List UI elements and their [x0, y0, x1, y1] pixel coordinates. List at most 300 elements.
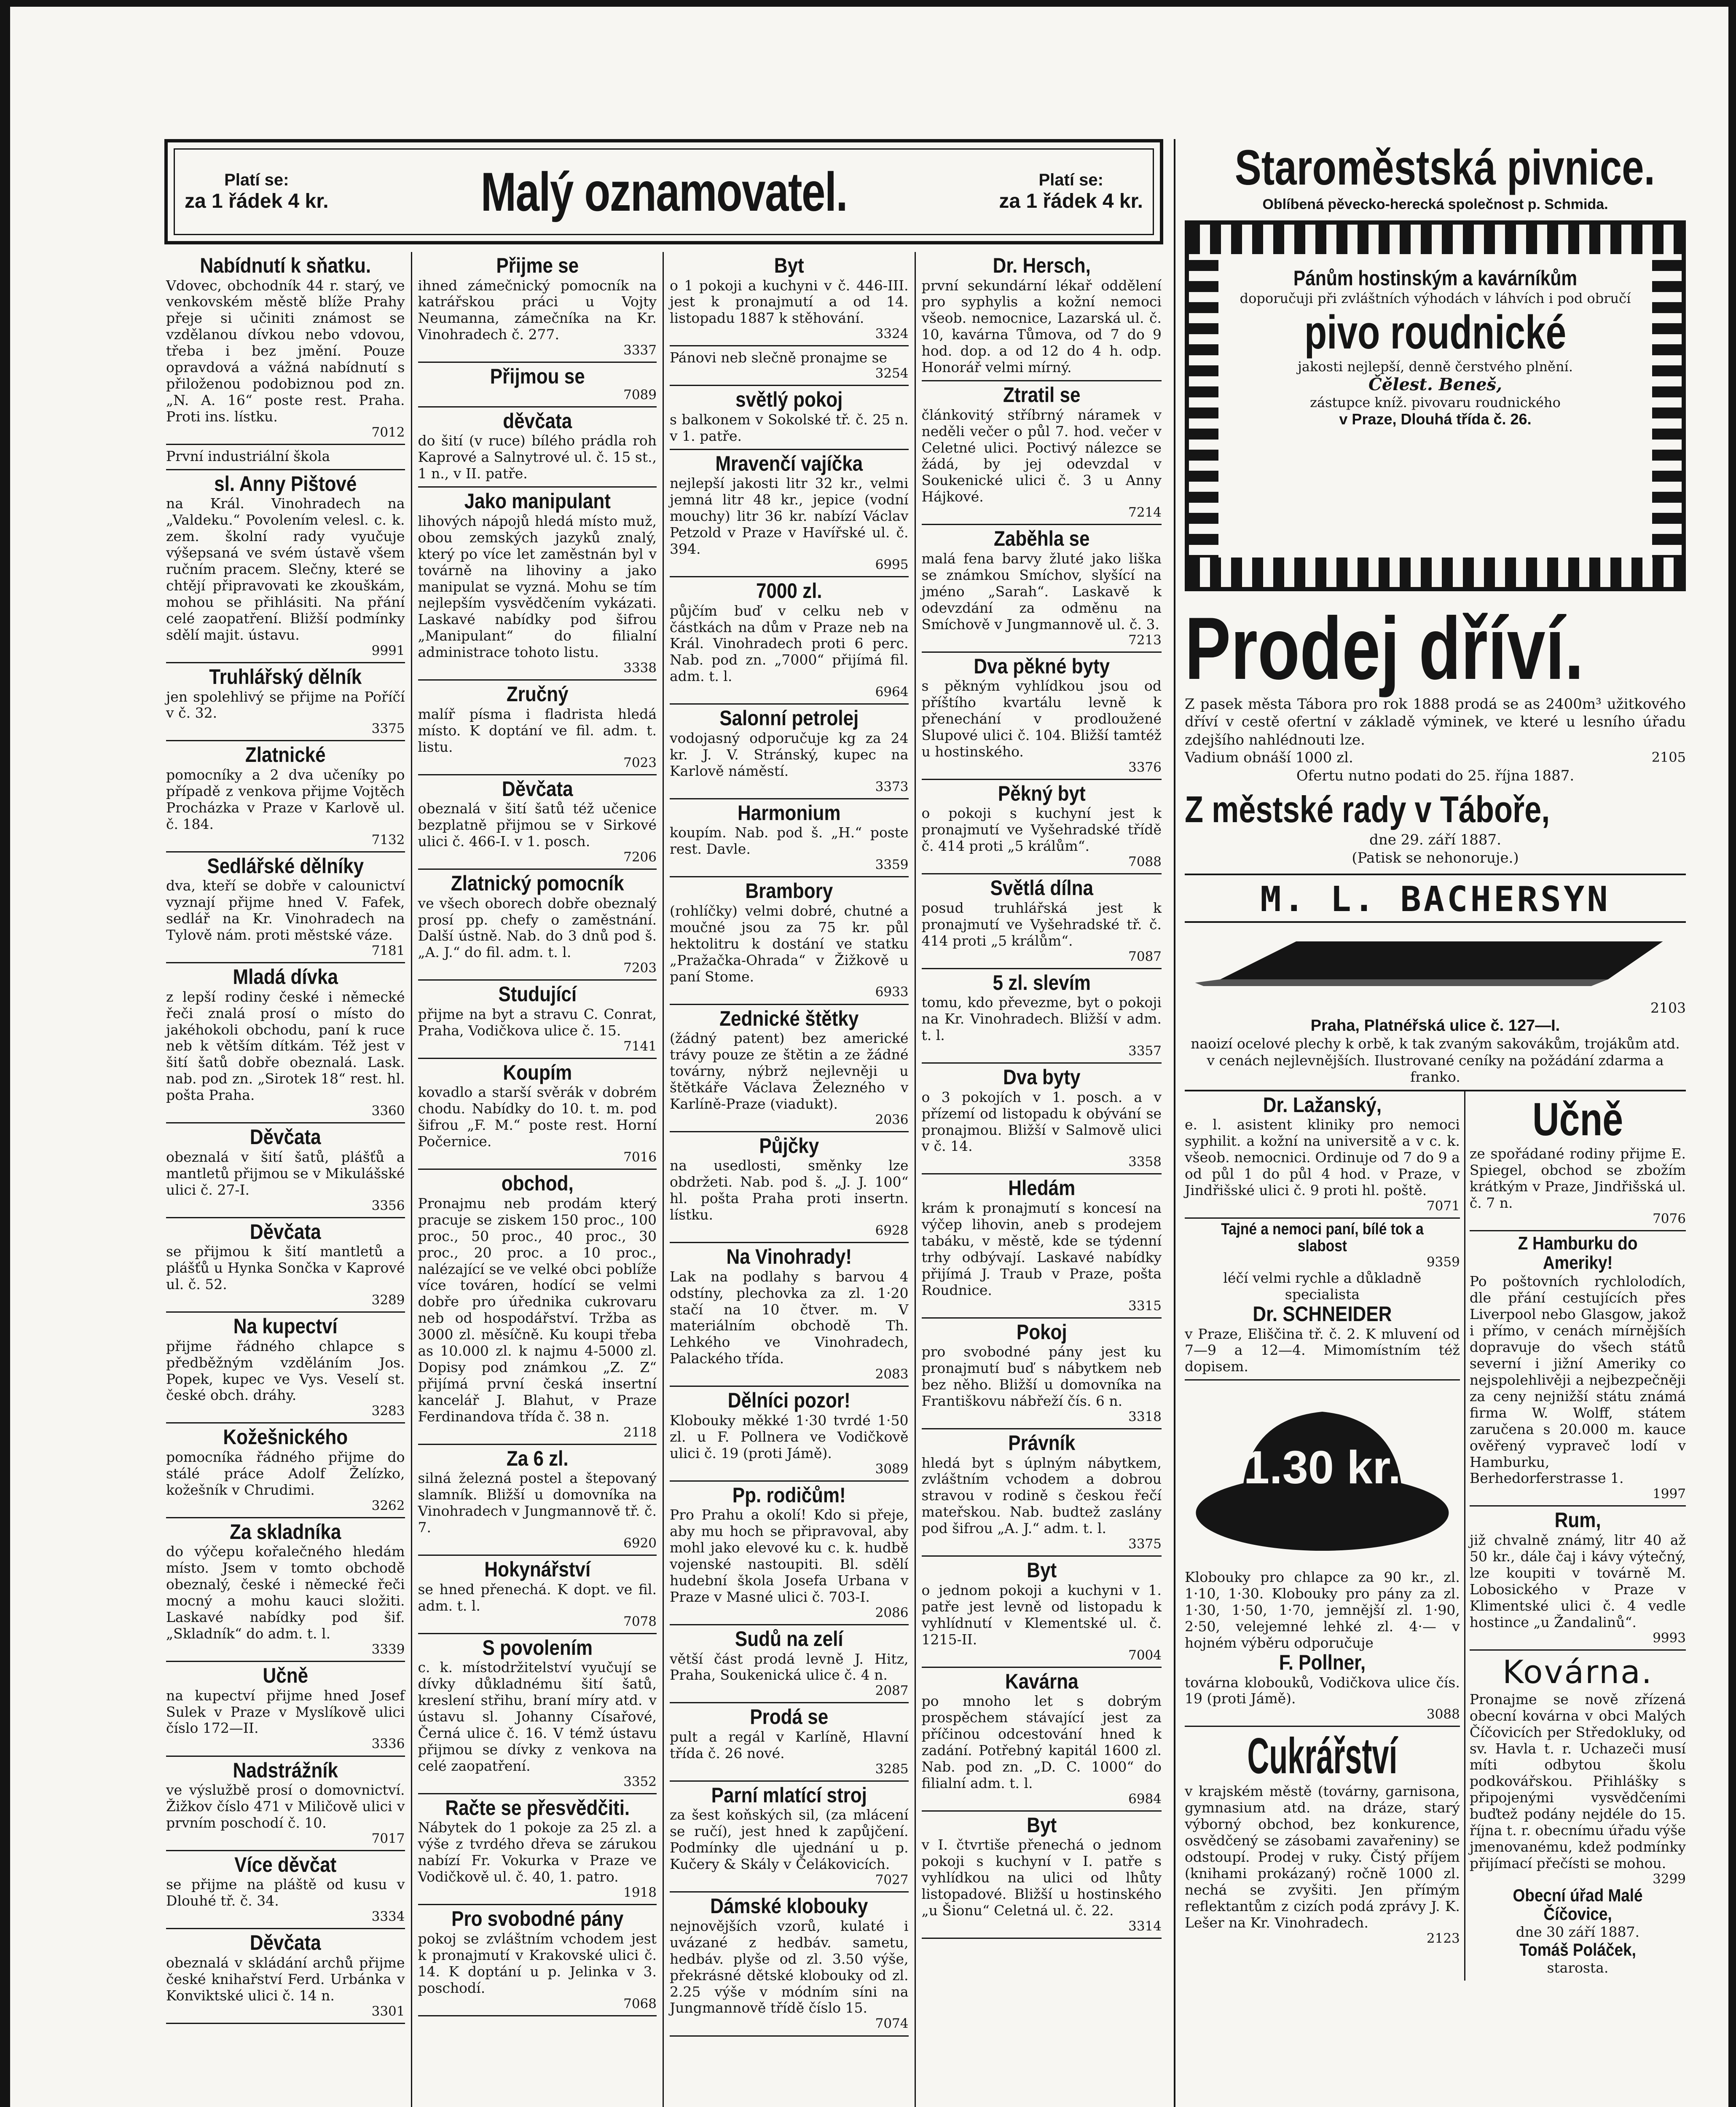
ad-text: v I. čtvrtiše přenechá o jednom pokoji s kuchyní v I. patře s vyhlídkou na ulici od lhůty listopadové. Bližší u hostinského „u Šionu“ Celetná ul. č. 22. [921, 1836, 1162, 1919]
banner-title: Malý oznamovatel. [480, 161, 847, 222]
hat-price: 1.30 kr. [1243, 1442, 1401, 1494]
cukrarstvi-ad [1185, 1727, 1460, 1950]
ad-number: 3336 [371, 1736, 405, 1752]
ad-heading: Salonní petrolej [719, 706, 859, 730]
ad-number: 7213 [1128, 632, 1162, 648]
ad-number: 6964 [875, 684, 909, 700]
ad-text: továrna klobouků, Vodičkova ulice čís. 19 (proti Jámě). [1185, 1674, 1460, 1707]
ad-text: léčí velmi rychle a důkladně specialista [1223, 1270, 1422, 1303]
ad-text: na Král. Vinohradech na „Valdeku.“ Povolením velesl. c. k. zem. školní rady vyučuje výšepsaná ve svém ústavě všem ručním pracem. Slečny, které se chtějí připravovati ke zkouškám, mohou se přihlásiti. Na přání celé zaopatření. Bližší podmínky sdělí majit. ústavu. [166, 495, 405, 643]
ad-heading: 7000 zl. [756, 579, 822, 603]
classified-ad [418, 1445, 657, 1556]
ad-text: dva, kteří se dobře v calounictví vyznají přijme hned V. Fafek, sedlář na Kr. Vinohradech na Tylově nám. proti městské váze. [166, 877, 405, 944]
ad-number: 3285 [875, 1761, 909, 1777]
ad-text: již chvalně známý, litr 40 až 50 kr., dále čaj i kávy výtečný, lze koupiti v továrně M. Lobosického v Praze v Klimentské ulici č. 4 vedle hostince „u Žandalinů“. [1469, 1531, 1686, 1630]
ad-heading: Zručný [506, 682, 569, 706]
banner-price-value: za 1 řádek 4 kr. [999, 190, 1143, 212]
classified-ad [166, 1851, 405, 1929]
ad-number: 3357 [1128, 1043, 1162, 1059]
ad-number: 3339 [371, 1642, 405, 1657]
ad-heading: Rum, [1554, 1508, 1601, 1532]
ad-text: Klobouky měkké 1·30 tvrdé 1·50 zl. u F. Pollnera ve Vodičkově ulici č. 19 (proti Jámě). [670, 1412, 909, 1461]
classified-ad [418, 407, 657, 488]
classified-ad [922, 1174, 1162, 1318]
ad-text: ihned zámečnický pomocník na katrářskou práci u Vojty Neumanna, zámečníka na Kr. Vinohradech č. 277. [418, 277, 657, 343]
ad-heading: Koupím [502, 1060, 572, 1084]
ad-heading: Byt [774, 254, 804, 277]
ad-number: 3352 [623, 1774, 657, 1789]
ad-heading: Přijmou se [490, 365, 585, 389]
ad-heading: Hledám [1008, 1176, 1075, 1200]
ad-number: 3289 [371, 1292, 405, 1308]
ad-heading: Ztratil se [1003, 383, 1080, 407]
classified-ad [166, 1929, 405, 2024]
ad-text: tomu, kdo převezme, byt o pokoji na Kr. Vinohradech. Bližší v adm. t. l. [921, 994, 1162, 1044]
bachersyn-name: M. L. BACHERSYN [1185, 879, 1686, 923]
timber-sale-deposit [1185, 749, 1686, 767]
ad-text: ze spořádané rodiny přijme E. Spiegel, obchod se zbožím krátkým v Praze, Jindřišská ul. č. 7 n. [1469, 1145, 1686, 1211]
hamburk-ad [1470, 1231, 1686, 1507]
ad-heading: Dámské klobouky [710, 1894, 868, 1918]
classified-ad [418, 681, 657, 775]
classified-ad [922, 1429, 1162, 1557]
ad-number: 3376 [1128, 759, 1162, 775]
timber-sale-title: Prodej dříví. [1185, 599, 1584, 698]
beer-ad-role: zástupce kníž. pivovaru roudnického [1310, 394, 1561, 410]
ad-number: 3373 [875, 779, 909, 794]
plough-blade-illustration [1185, 929, 1686, 992]
classified-ad [922, 1319, 1162, 1429]
classified-ad [418, 363, 657, 407]
banner-price-right [999, 171, 1143, 213]
timber-sale-ad [1185, 599, 1686, 867]
ad-text: První industriální škola [166, 448, 330, 465]
ad-number: 2123 [1426, 1930, 1460, 1946]
ad-number: 6933 [875, 984, 909, 1000]
classified-ad [166, 1218, 405, 1313]
ad-heading: Pěkný byt [998, 781, 1086, 805]
classified-ad [418, 870, 657, 981]
classified-ad [670, 386, 909, 450]
classified-ad [418, 488, 657, 681]
ad-text: půjčím buď v celku neb v částkách na dům v Praze neb na Král. Vinohradech proti 6 perc. Nab. pod zn. „7000“ přijímá fil. adm. t. l. [670, 602, 909, 685]
ad-text: Pronajme se nově zřízená obecní kovárna v obci Malých Číčovicích per Středokluky, od sv. Havla t. r. Uchazeči musí míti odbytou školu podkovářskou. Přihlášky s připojenými vysvědčeními buďtež podány nejdéle do 15. října t. r. obecnímu úřadu výše jmenovanému, kdež podmínky přijímací přečísti se mohou. [1469, 1691, 1686, 1872]
bachersyn-text: naoizí ocelové plechy k orbě, k tak zvaným sakovákům, trojákům atd. v cenách nejlevnějších. Ilustrované ceníky na požádání zdarma a franko. [1191, 1035, 1680, 1086]
ad-heading: S povolením [482, 1635, 593, 1659]
beer-ad-line: doporučuji při zvláštních výhodách v láhvích i pod obručí [1240, 290, 1631, 306]
ad-text: první sekundární lékař oddělení pro syphylis a kožní nemoci všeob. nemocnice, Lazarská ul. č. 10, kavárna Tůmova, od 7 do 9 hod. dop. a od 12 do 4 h. odp. Honorář velmi mírný. [921, 277, 1162, 376]
ad-text: e. l. asistent kliniky pro nemoci syphilit. a kožní na universitě a v c. k. všeob. nemocnici. Ordinuje od 7 do 9 a od půl 1 do půl 4 hod. v Praze, v Jindřišské ulici č. 9 proti hl. poště. [1185, 1116, 1460, 1199]
ad-text: posud truhlářská jest k pronajmutí ve Vyšehradské tř. č. 414 proti „5 králům“. [921, 899, 1162, 949]
ad-heading: Dva byty [1003, 1065, 1080, 1089]
classified-column-3 [664, 252, 916, 2107]
ad-heading: Dělníci pozor! [727, 1389, 851, 1413]
ad-heading: Za skladníka [230, 1520, 341, 1544]
classified-ad [922, 653, 1162, 780]
ad-number: 3334 [371, 1909, 405, 1925]
ad-text: malá fena barvy žluté jako liška se známkou Smíchov, slyšící na jméno „Sarah“. Laskavě k odevzdání za odměnu na Smíchově v Jungmannově ul. č. 3. [921, 550, 1162, 633]
classified-ad [418, 1634, 657, 1794]
ad-number: 7004 [1128, 1647, 1162, 1663]
ad-number: 7206 [623, 850, 657, 865]
ad-number: 3360 [371, 1103, 405, 1119]
ad-heading: Byt [1026, 1558, 1057, 1582]
ad-text: o 3 pokojích v 1. posch. a v přízemí od listopadu k obývání se pronajmou. Bližší v Salmově ulici v č. 14. [921, 1088, 1162, 1155]
ad-text: (žádný patent) bez americké trávy pouze ze štětin a ze žádné továrny, nýbrž nejlevněji u štětkáře Václava Železného v Karlíně-Praze (viadukt). [670, 1030, 909, 1112]
classified-ad [166, 252, 405, 445]
ad-text: Klobouky pro chlapce za 90 kr., zl. 1·10, 1·30. Klobouky pro pány za zl. 1·30, 1·50, 1·70, jemnější zl. 1·90, 2·50, velejemné lehké zl. 4·— v hojném výběru odporučuje [1185, 1569, 1460, 1651]
pivnice-subtitle: Oblíbená pěvecko-herecká společnost p. Schmida. [1262, 196, 1608, 212]
ad-number: 7132 [371, 832, 405, 847]
classified-ad [418, 1170, 657, 1445]
ad-heading: sl. Anny Pištové [214, 472, 357, 496]
classified-ad [670, 705, 909, 799]
banner-price-value: za 1 řádek 4 kr. [185, 190, 329, 212]
ad-heading: Právník [1008, 1431, 1075, 1455]
classified-ad [922, 381, 1162, 525]
ad-number: 7141 [623, 1038, 657, 1054]
display-ads-section [1174, 139, 1686, 2107]
ad-text: krám k pronajmutí s koncesí na výčep lihovin, aneb s prodejem tabáku, v městě, kde se týdenní trhy odbývají. Laskavé nabídky přijímá J. Traub v Praze, pošta Roudnice. [921, 1199, 1162, 1298]
ad-number: 7087 [1128, 949, 1162, 964]
classified-ad [922, 969, 1162, 1064]
timber-sale-vadium: Vadium obnáší 1000 zl. [1185, 749, 1353, 766]
classified-ad [418, 252, 657, 363]
ad-heading: Harmonium [738, 801, 841, 825]
ad-heading: Parní mlatící stroj [711, 1783, 867, 1807]
ad-number: 3315 [1128, 1298, 1162, 1314]
ad-text: v Praze, Eliščina tř. č. 2. K mluvení od 7—9 a 12—4. Mimomístním též dopisem. [1185, 1325, 1460, 1375]
classified-ad [670, 1005, 909, 1132]
banner-price-label: Platí se: [224, 171, 289, 189]
ad-text: nejnovějších vzorů, kulaté i uvázané z hedbáv. sametu, hedbáv. plyše od zl. 3.50 výše, překrásné dětské klobouky od zl. 2.25 výše v módním síni na Jungmannově třídě číslo 15. [670, 1917, 909, 2016]
timber-sale-deadline: Ofertu nutno podati do 25. října 1887. [1296, 767, 1575, 784]
ad-number: 3358 [1128, 1154, 1162, 1170]
ad-number: 3356 [371, 1198, 405, 1213]
ad-text: o jednom pokoji a kuchyni v 1. patře jest levně od listopadu k vyhlídnutí v Klementské ul. č. 1215-II. [921, 1582, 1162, 1648]
ad-heading: Za 6 zl. [506, 1446, 569, 1470]
ad-heading: Přijme se [496, 254, 579, 277]
pivnice-title: Staroměstská pivnice. [1234, 140, 1655, 196]
ad-heading: Na kupectví [233, 1314, 338, 1338]
ad-text: o pokoji s kuchyní jest k pronajmutí ve Vyšehradské třídě č. 414 proti „5 králům“. [921, 805, 1162, 855]
beer-ad-product: pivo roudnické [1304, 306, 1567, 359]
ad-text: pro svobodné pány jest ku pronajmutí buď s nábytkem neb bez něho. Bližší u domovníka na Františkovu nábřeží čís. 6 n. [921, 1343, 1162, 1409]
ad-role: starosta. [1547, 1960, 1609, 1976]
classified-ad [922, 252, 1162, 381]
ad-text: větší část prodá levně J. Hitz, Praha, Soukenická ulice č. 4 n. [670, 1650, 909, 1683]
ad-heading: Děvčata [250, 1220, 321, 1244]
ad-number: 3254 [875, 366, 909, 381]
classified-ad [166, 963, 405, 1123]
ad-number: 9993 [1653, 1630, 1686, 1646]
ad-heading: Děvčata [502, 777, 573, 801]
classified-ad [670, 577, 909, 705]
ad-number: 2086 [875, 1605, 909, 1620]
timber-sale-issuer: Z městské rady v Táboře, [1185, 788, 1550, 830]
classified-ad [166, 1313, 405, 1423]
ad-heading: Učně [263, 1664, 309, 1688]
classified-ad [166, 470, 405, 663]
timber-sale-date: dne 29. září 1887. [1369, 831, 1501, 848]
ad-number: 3088 [1426, 1707, 1460, 1722]
beer-ad-agent: Čělest. Beneš, [1368, 374, 1502, 394]
scan-edge-right [1728, 0, 1736, 2107]
ad-heading: Světlá dílna [990, 876, 1093, 900]
ad-number: 3314 [1128, 1919, 1162, 1934]
ad-heading: Mravenčí vajíčka [715, 451, 863, 475]
classified-ad [670, 1387, 909, 1481]
right-lower-grid [1185, 1090, 1686, 1981]
beer-ad [1227, 263, 1644, 549]
ad-heading: Zlatnický pomocník [451, 871, 624, 895]
scan-edge-left [0, 0, 10, 2107]
classified-column-2 [412, 252, 664, 2107]
beer-ad-heading: Pánům hostinským a kavárníkům [1293, 266, 1578, 290]
ad-text: s balkonem v Sokolské tř. č. 25 n. v 1. patře. [670, 411, 909, 444]
right-lower-left [1185, 1091, 1465, 1981]
ad-text: Nábytek do 1 pokoje za 25 zl. a výše z tvrdého dřeva se zárukou nabízí Fr. Vokurka v Praze ve Vodičkově ul. č. 40, 1. patro. [418, 1819, 657, 1885]
pivnice-ad [1185, 139, 1686, 213]
ad-number: 7181 [371, 943, 405, 959]
ad-text: přijme na byt a stravu C. Conrat, Praha, Vodičkova ulice č. 15. [418, 1005, 657, 1039]
ad-text: obeznalá v šití šatů též učenice bezplatně přijmou se v Sirkové ulici č. 466-I. v 1. posch. [418, 800, 657, 850]
classified-ad [166, 1123, 405, 1218]
ad-number: 3283 [371, 1403, 405, 1419]
classified-ad [166, 852, 405, 963]
ad-text: Pánovi neb slečně pronajme se [670, 349, 888, 366]
classified-ad [670, 1782, 909, 1893]
classified-ad [922, 874, 1162, 969]
ad-heading: Mladá dívka [233, 965, 338, 989]
kovarna-title: Kovárna. [1502, 1653, 1653, 1691]
ad-heading: Dr. Lažanský, [1263, 1093, 1382, 1117]
ad-heading: Pp. rodičům! [732, 1483, 846, 1507]
ad-text: silná železná postel a štepovaný slamník. Bližší u domovníka na Vinohradech v Jungmannově tř. č. 7. [418, 1470, 657, 1536]
ad-number: 7016 [623, 1150, 657, 1165]
ad-heading: Děvčata [250, 1931, 321, 1955]
ad-heading: Sudů na zelí [735, 1627, 843, 1651]
ad-number: 7071 [1426, 1198, 1460, 1214]
ad-number: 2105 [1651, 749, 1686, 765]
ad-text: v krajském městě (továrny, garnisona, gymnasium atd. na dráze, starý výborný obchod, bez konkurence, osvědčený se zásobami zavařeniny) se odstoupí. Prodej v ruky. Čistý příjem (knihami prokázaný) ročně 1000 zl. nechá se zvyšiti. Jen přímým reflektantům z cizích podá zprávy J. K. Lešer na Kr. Vinohradech. [1185, 1783, 1460, 1931]
ad-heading: Z Hamburku do Ameriky! [1518, 1233, 1638, 1273]
classified-ad [166, 741, 405, 852]
banner-price-label: Platí se: [1038, 171, 1103, 189]
ad-heading: Pro svobodné pány [451, 1907, 623, 1931]
ad-text: po mnoho let s dobrým prospěchem stávající jest za příčinou odcestování hned k zadání. Potřebný kapitál 1600 zl. Nab. pod zn. „D. C. 1000“ do filialní adm. t. l. [921, 1693, 1162, 1791]
beer-ad-frame [1185, 220, 1686, 591]
classified-ad [922, 780, 1162, 874]
ad-number: 6984 [1128, 1791, 1162, 1807]
ad-text: pult a regál v Karlíně, Hlavní třída č. 26 nové. [670, 1728, 909, 1761]
ad-text: za šest koňských sil, (za mlácení se ručí), jest hned k zapůjčení. Podmínky dle ujednání u p. Kučery & Skály v Čelákovicích. [670, 1807, 909, 1873]
ad-number: 3089 [875, 1461, 909, 1477]
classified-ad [166, 445, 405, 470]
ad-date: dne 30 září 1887. [1516, 1924, 1640, 1941]
ad-text: c. k. místodržitelství vyučují se dívky důkladnému šití šatů, kreslení střihu, braní míry atd. v ústavu sl. Johanny Císařové, Černá ulice č. 16. V témž ústavu přijmou se dívky z venkova na celé zaopatření. [418, 1659, 657, 1774]
ad-text: lihových nápojů hledá místo muž, obou zemských jazyků znalý, který po více let zaměstnán byl v továrně na lihoviny a jako manipulat se vyzná. Mohu se tím nejlepším vysvědčením vykázati. Laskavé nabídky pod šifrou „Manipulant“ do filialní administrace tohoto listu. [418, 512, 657, 661]
ad-text: pokoj se zvláštním vchodem jest k pronajmutí v Krakovské ulici č. 14. K doptání u p. Jelinka v 3. poschodí. [418, 1930, 657, 1996]
ad-heading: Studující [498, 982, 577, 1006]
ad-heading: Zaběhla se [993, 527, 1089, 551]
classified-ad [670, 1243, 909, 1387]
kovarna-ad [1470, 1651, 1686, 1981]
ad-text: kovadlo a starší svěrák v dobrém chodu. Nabídky do 10. t. m. pod šifrou „F. M.“ poste rest. Horní Počernice. [418, 1084, 657, 1150]
ad-text: koupím. Nab. pod š. „H.“ poste rest. Davle. [670, 824, 909, 858]
ad-text: o 1 pokoji a kuchyni v č. 446-III. jest k pronajmutí a od 14. listopadu 1887 k stěhování. [670, 277, 909, 327]
ad-text: se přijme na pláště od kusu v Dlouhé tř. č. 34. [166, 1876, 405, 1909]
ad-heading: Račte se přesvědčiti. [445, 1796, 630, 1820]
ad-number: 7012 [371, 424, 405, 440]
classified-ad [418, 775, 657, 870]
ad-text: s pěkným vyhlídkou jsou od příštího kvartálu levně k přenechání v prodloužené Slupové ulici č. 104. Bližší tamtéž u hostinského. [921, 678, 1162, 760]
ad-heading: Kavárna [1005, 1669, 1079, 1693]
ad-number: 7017 [371, 1831, 405, 1846]
classified-ad [670, 877, 909, 1005]
ad-text: na kupectví přijme hned Josef Sulek v Praze v Myslíkově ulici číslo 172—II. [166, 1687, 405, 1737]
ad-name: F. Pollner, [1279, 1651, 1366, 1674]
ad-heading: děvčata [502, 409, 572, 433]
classified-ad [922, 1557, 1162, 1667]
ad-heading: Jako manipulant [464, 489, 611, 513]
ad-heading: Pokoj [1016, 1320, 1067, 1344]
bachersyn-address: Praha, Platnéřská ulice č. 127—I. [1310, 1016, 1560, 1035]
classified-ad [922, 1668, 1162, 1812]
ad-heading: Kožešnického [223, 1425, 348, 1449]
page-content [160, 139, 1686, 2107]
right-lower-right [1465, 1091, 1686, 1981]
hat-ad [1185, 1381, 1460, 1727]
classified-ad [670, 1482, 909, 1625]
bachersyn-ad [1185, 874, 1686, 1086]
classifieds-section [160, 139, 1167, 2107]
ad-heading: Půjčky [759, 1134, 819, 1158]
ad-number: 2087 [875, 1683, 909, 1699]
classified-ad [922, 1064, 1162, 1174]
ad-text: Po poštovních rychlolodích, dle přání cestujících přes Liverpool nebo Glasgow, jakož i přímo, v cenách mírnějších dopravuje do všech států severní i jižní Ameriky co nejspolehlivěji a nejbezpečněji za ceny nejnižší státu známá firma W. Wolff, státem zaručena s 20.000 m. kauce ověřený vypraveč lodí v Hamburku, Berhedorferstrasse 1. [1469, 1273, 1686, 1487]
ad-text: do výčepu kořalečného hledám místo. Jsem v tomto obchodě obeznalý, české i německé řeči mocný a mohu kauci složiti. Laskavé nabídky pod šif. „Skladník“ do adm. t. l. [166, 1543, 405, 1642]
ad-heading: světlý pokoj [735, 388, 843, 412]
ad-text: článkovitý stříbrný náramek v neděli večer o půl 7. hod. večer v Celetné ulici. Poctivý nálezce se žádá, by jej odevzdal v Soukenické ulici č. 3 u Anny Hájkové. [921, 406, 1162, 505]
lazansky-ad [1185, 1091, 1460, 1219]
ad-heading: Sedlářské dělníky [207, 854, 364, 878]
ad-number: 1918 [623, 1885, 657, 1901]
ad-office: Obecní úřad Malé Číčovice, [1513, 1885, 1643, 1924]
ad-heading: Dr. Hersch, [993, 254, 1091, 277]
ad-heading: Zlatnické [245, 743, 326, 767]
ad-number: 2036 [875, 1112, 909, 1127]
ad-heading: Nabídnutí k sňatku. [200, 254, 371, 277]
ad-number: 3375 [1128, 1536, 1162, 1552]
classified-ad [670, 1625, 909, 1703]
cukrarstvi-title: Cukrářství [1247, 1728, 1398, 1785]
classified-ad [670, 450, 909, 577]
ad-number: 9991 [371, 643, 405, 658]
ad-number: 3299 [1653, 1871, 1686, 1887]
classified-columns [160, 252, 1167, 2107]
ad-number: 7089 [623, 387, 657, 402]
classified-ad [670, 1132, 909, 1243]
ad-heading: Zednické štětky [719, 1006, 859, 1030]
ad-number: 9359 [1426, 1255, 1460, 1270]
ad-text: Lak na podlahy s barvou 4 odstíny, plechovka za zl. 1·20 stačí na 10 čtver. m. V materiálním obchodě Th. Lehkého ve Vinohradech, Palackého třída. [670, 1268, 909, 1367]
ad-number: 7076 [1653, 1211, 1686, 1226]
ad-number: 6995 [875, 557, 909, 572]
classifieds-banner [164, 139, 1163, 244]
classified-ad [670, 252, 909, 346]
ad-text: Pro Prahu a okolí! Kdo si přeje, aby mu hoch se připravoval, aby mohl jako elevové ku c. k. hudbě vojenské nastoupiti. Bl. sdělí hudební škola Josefa Urbana v Praze v Masné ulici č. 703-I. [670, 1507, 909, 1605]
hat-illustration [1185, 1386, 1460, 1563]
rum-ad [1470, 1507, 1686, 1650]
ad-number: 2083 [875, 1367, 909, 1382]
ad-heading: Truhlářský dělník [209, 665, 362, 689]
timber-sale-text: Z pasek města Tábora pro rok 1888 prodá se as 2400m³ užitkového dříví v cestě ofertní v základě výminek, ve které u lesního úřadu zdejšího nahlédnouti lze. [1185, 695, 1686, 748]
classified-ad [418, 1556, 657, 1634]
ad-number: 7023 [623, 755, 657, 770]
ad-heading: obchod, [501, 1171, 574, 1196]
ad-heading: Nadstrážník [233, 1758, 338, 1782]
ucne-ad [1470, 1091, 1686, 1231]
classified-ad [418, 1905, 657, 2016]
ad-name: Dr. SCHNEIDER [1253, 1302, 1392, 1326]
ad-text: ve výslužbě prosí o domovnictví. Žižkov číslo 471 v Miličově ulici v prvním poschodí č. 10. [166, 1782, 405, 1831]
ad-text: hledá byt s úplným nábytkem, zvláštním vchodem a dobrou stravou v rodině s českou řečí mateřskou. Nab. budtež zaslány pod šifrou „A. J.“ adm. t. l. [921, 1454, 1162, 1537]
classified-ad [418, 1794, 657, 1905]
ad-number: 2103 [1650, 1000, 1686, 1016]
ad-number: 7074 [875, 2016, 909, 2032]
beer-ad-address: v Praze, Dlouhá třída č. 26. [1339, 410, 1532, 428]
classified-ad [166, 663, 405, 741]
ad-heading: Dva pěkné byty [973, 654, 1110, 678]
classified-ad [166, 1423, 405, 1518]
ad-text: ve všech oborech dobře obeznalý prosí pp. chefy o zaměstnání. Další ústně. Nab. do 3 dnů pod š. „A. J.“ do fil. adm. t. l. [418, 895, 657, 961]
ad-text: pomocníky a 2 dva učeníky po případě z venkova přijme Vojtěch Procházka v Praze v Karlově ul. č. 184. [166, 766, 405, 832]
ad-number: 7088 [1128, 854, 1162, 870]
ad-number: 3359 [875, 857, 909, 873]
ad-text: Pronajmu neb prodám který pracuje se ziskem 150 proc., 100 proc., 50 proc., 40 proc., 30 proc., 20 proc. a 10 proc., nalézající se ve velké obci poblíže více továren, hodící se velmi dobře pro úřednika cukrovaru neb od hospodářství. Tržba as 3000 zl. měsíčně. Ku koupi třeba as 10.000 zl. k najmu 4-5000 zl. Dopisy pod známkou „Z. Z“ přijímá první česká insertní kancelář J. Blahut, v Praze Ferdinandova třída č. 38 n. [418, 1195, 657, 1425]
classified-ad [670, 346, 909, 386]
classified-ad [166, 1518, 405, 1662]
ad-text: obeznalá v skládání archů přijme české knihařství Ferd. Urbánka v Konviktské ulici č. 14 n. [166, 1954, 405, 2004]
classified-ad [922, 1812, 1162, 1939]
ad-number: 1997 [1653, 1486, 1686, 1502]
ad-number: 3337 [623, 343, 657, 358]
ad-number: 2118 [623, 1424, 657, 1440]
ad-text: (rohlíčky) velmi dobré, chutné a moučné jsou za 75 kr. půl hektolitru k dostání ve statku „Pražačka-Ohrada“ v Žižkově u paní Stome. [670, 902, 909, 985]
ad-number: 7068 [623, 1996, 657, 2011]
classified-ad [418, 1059, 657, 1170]
ad-heading: Prodá se [750, 1705, 829, 1729]
ad-text: obeznalá v šití šatů, plášťů a mantletů přijmou se v Mikulášské ulici č. 27-I. [166, 1148, 405, 1198]
beer-ad-quality: jakosti nejlepší, denně čerstvého plnění. [1298, 358, 1573, 375]
ad-text: jen spolehlivý se přijme na Poříčí v č. 32. [166, 688, 405, 721]
ad-number: 7214 [1128, 505, 1162, 520]
classified-ad [166, 1662, 405, 1756]
ad-number: 3262 [371, 1498, 405, 1513]
ad-number: 3375 [371, 721, 405, 737]
timber-sale-note: (Patisk se nehonoruje.) [1352, 849, 1519, 866]
schneider-ad [1185, 1219, 1460, 1381]
ad-text: nejlepší jakosti litr 32 kr., velmi jemná litr 48 kr., jepice (vodní mouchy) litr 36 kr. nabízí Václav Petzold v Praze v Havířské ul. č. 394. [670, 475, 909, 558]
ad-heading: Tajné a nemoci paní, bílé tok a slabost [1221, 1220, 1424, 1255]
ad-text: do šití (v ruce) bílého prádla roh Kaprové a Salnytrové ul. č. 15 st., 1 n., v II. patře. [418, 432, 657, 482]
classified-column-1 [160, 252, 412, 2107]
ad-heading: Děvčata [250, 1125, 321, 1149]
classified-ad [670, 799, 909, 877]
ad-text: pomocníka řádného přijme do stálé práce Adolf Želízko, kožešník v Chrudimi. [166, 1448, 405, 1498]
ad-number: 6920 [623, 1536, 657, 1551]
